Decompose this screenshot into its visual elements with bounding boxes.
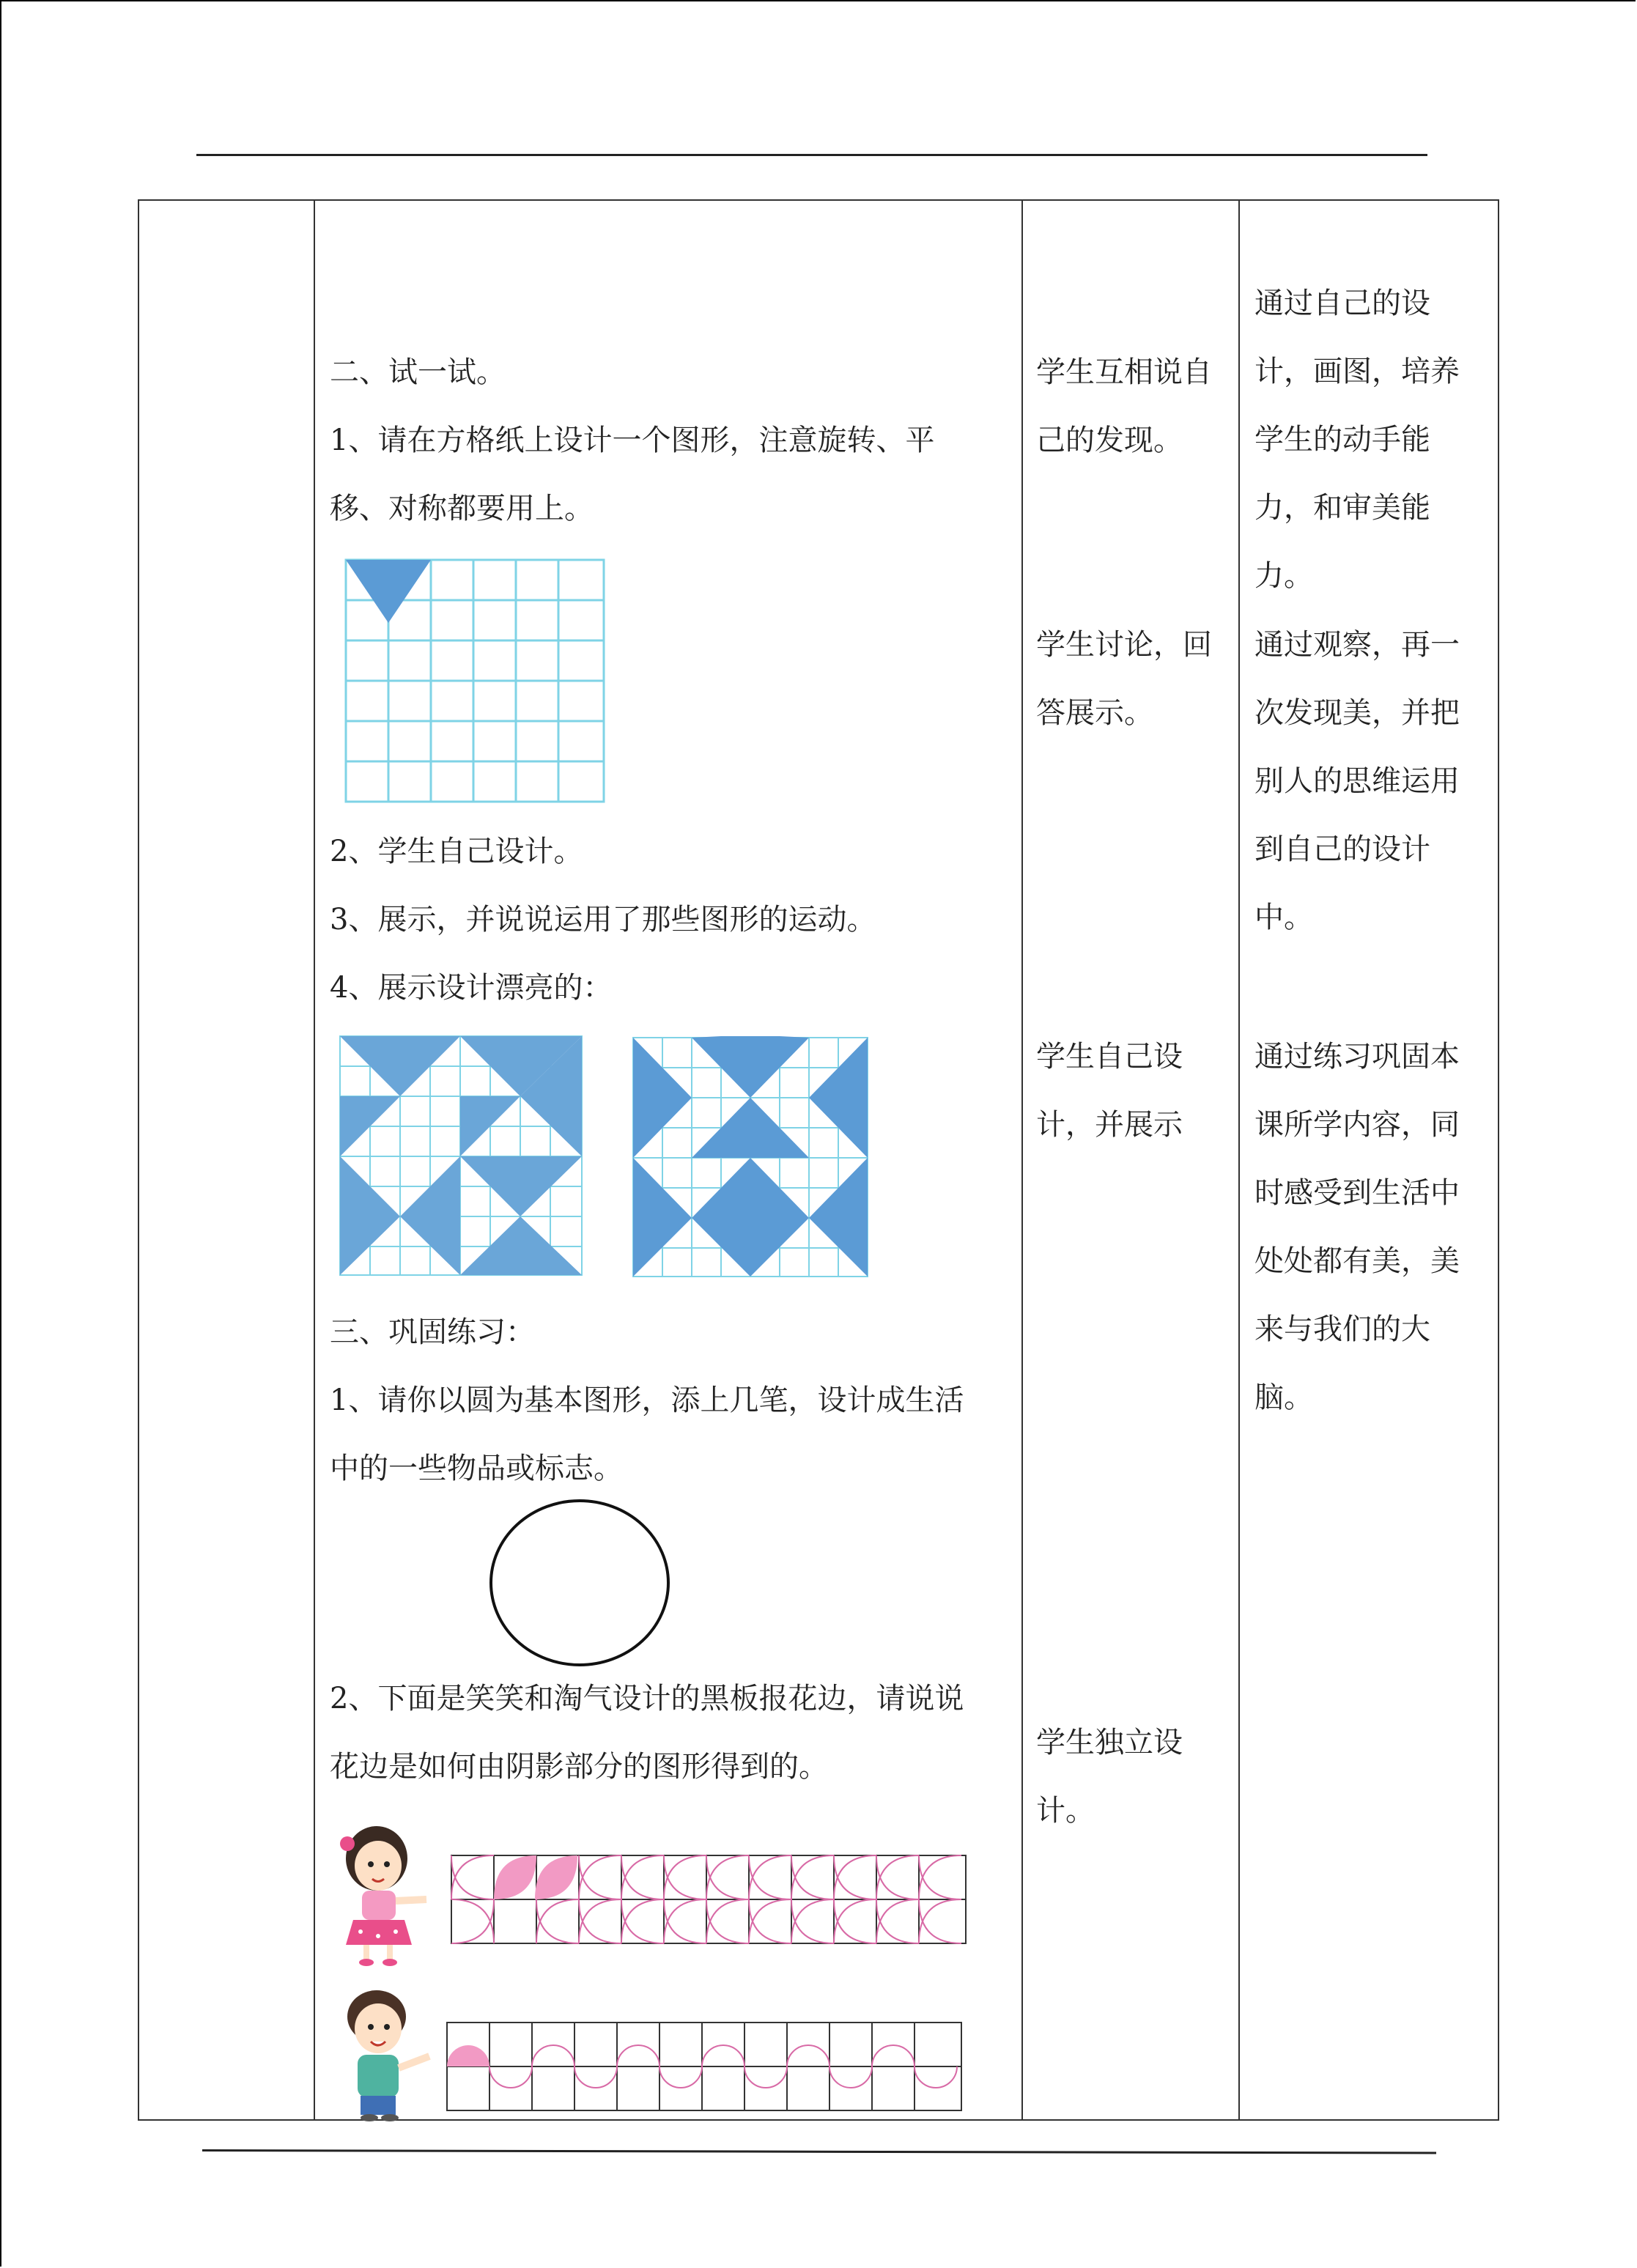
student-activity-3	[1036, 1023, 1183, 1159]
purpose-3-line: 处处都有美，美	[1254, 1244, 1460, 1278]
purpose-2	[1254, 611, 1460, 952]
student-activity-3-line-2: 计，并展示	[1036, 1108, 1183, 1142]
section-3	[330, 1299, 964, 1503]
student-activity-3-line-1: 学生自己设	[1036, 1040, 1183, 1074]
girl-character-illustration	[331, 1814, 441, 1968]
purpose-1-line: 力。	[1254, 559, 1313, 593]
showcase-design-1	[339, 1035, 583, 1277]
header-rule	[196, 154, 1427, 156]
purpose-1-line: 通过自己的设	[1254, 287, 1430, 320]
purpose-2-line: 到自己的设计	[1254, 832, 1430, 866]
purpose-2-line: 别人的思维运用	[1254, 764, 1460, 798]
blue-triangle-shape	[346, 560, 431, 623]
student-activity-1	[1036, 339, 1212, 475]
purpose-3	[1254, 1023, 1460, 1432]
student-activity-4-line-2: 计。	[1036, 1794, 1095, 1828]
exercise-1-line-1: 1、请你以圆为基本图形，添上几笔，设计成生活	[330, 1384, 964, 1417]
column-divider-2	[1021, 201, 1023, 2119]
showcase-design-2	[632, 1036, 869, 1278]
student-activity-2	[1036, 611, 1212, 747]
boy-character-illustration	[331, 1980, 441, 2124]
exercise-2-line-1: 2、下面是笑笑和淘气设计的黑板报花边，请说说	[330, 1682, 964, 1715]
purpose-2-line: 次发现美，并把	[1254, 696, 1460, 730]
purpose-2-line: 通过观察，再一	[1254, 628, 1460, 662]
purpose-3-line: 课所学内容，同	[1254, 1108, 1460, 1142]
purpose-1-line: 学生的动手能	[1254, 423, 1430, 457]
student-activity-2-line-1: 学生讨论，回	[1036, 628, 1212, 662]
purpose-3-line: 通过练习巩固本	[1254, 1040, 1460, 1074]
purpose-1	[1254, 270, 1460, 610]
student-activity-1-line-2: 己的发现。	[1036, 424, 1183, 457]
column-divider-3	[1238, 201, 1240, 2119]
item-2: 2、学生自己设计。	[330, 835, 583, 868]
student-activity-1-line-1: 学生互相说自	[1036, 355, 1212, 389]
circle-figure	[488, 1498, 671, 1668]
section-3-heading: 三、巩固练习：	[330, 1315, 535, 1349]
purpose-1-line: 力，和审美能	[1254, 491, 1430, 525]
border-pattern-1	[450, 1854, 967, 1945]
item-1-line-1: 1、请在方格纸上设计一个图形，注意旋转、平	[330, 424, 935, 457]
item-1-line-2: 移、对称都要用上。	[330, 492, 594, 525]
purpose-2-line: 中。	[1254, 901, 1313, 934]
purpose-1-line: 计，画图，培养	[1254, 355, 1460, 388]
purpose-3-line: 来与我们的大	[1254, 1312, 1430, 1346]
column-divider-1	[314, 201, 315, 2119]
border-pattern-2	[446, 2021, 963, 2112]
exercise-2-line-2: 花边是如何由阴影部分的图形得到的。	[330, 1750, 828, 1784]
item-4: 4、展示设计漂亮的：	[330, 971, 613, 1005]
student-activity-2-line-2: 答展示。	[1036, 696, 1153, 730]
student-activity-4-line-1: 学生独立设	[1036, 1726, 1183, 1759]
section-2-heading: 二、试一试。	[330, 355, 506, 389]
purpose-3-line: 脑。	[1254, 1381, 1313, 1414]
student-activity-4	[1036, 1709, 1183, 1845]
main-content-items	[330, 818, 876, 1022]
purpose-3-line: 时感受到生活中	[1254, 1176, 1460, 1210]
design-grid-figure	[344, 558, 605, 803]
main-content-column	[330, 339, 934, 543]
exercise-1-line-2: 中的一些物品或标志。	[330, 1452, 623, 1485]
item-3: 3、展示，并说说运用了那些图形的运动。	[330, 903, 876, 937]
exercise-2	[330, 1665, 964, 1801]
